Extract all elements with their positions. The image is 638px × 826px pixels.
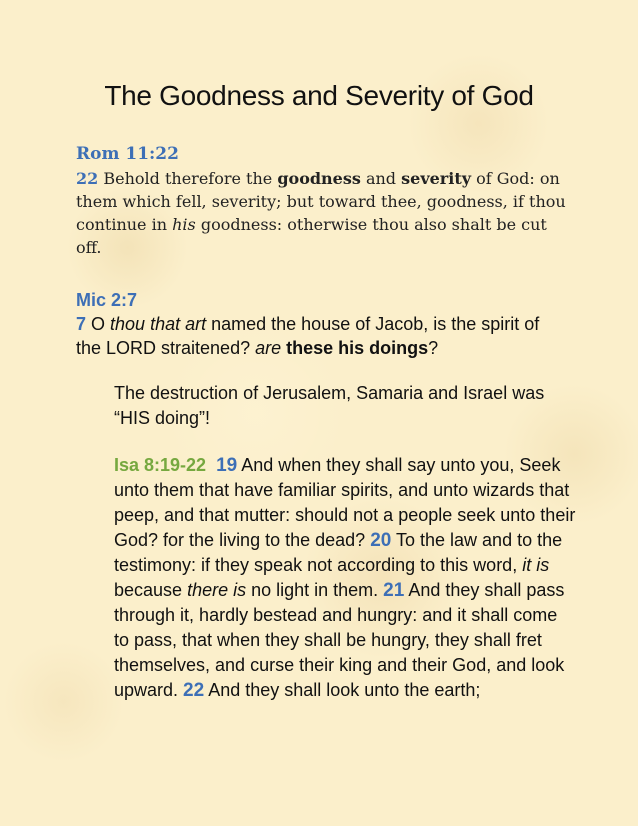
page-title: The Goodness and Severity of God — [104, 80, 534, 111]
isa-passage — [114, 453, 576, 703]
isa-italic-there-is: there is — [187, 580, 247, 600]
rom-verse-number: 22 — [76, 169, 99, 188]
mic-bold-doings: these his doings — [281, 338, 429, 358]
mic-reference: Mic 2:7 — [76, 290, 138, 310]
mic-italic-are: are — [255, 338, 282, 358]
rom-text-4: goodness: otherwise thou also shalt be cut off. — [76, 215, 547, 257]
mic-text-3: ? — [428, 338, 439, 358]
isa-verse-21: 21 — [383, 580, 405, 601]
mic-italic-1: thou that art — [110, 314, 207, 334]
isa-reference: Isa 8:19-22 — [114, 455, 207, 475]
mic-passage — [76, 288, 566, 360]
rom-verse-text — [76, 167, 566, 259]
mic-verse-text — [76, 312, 566, 360]
rom-goodness: goodness — [277, 169, 361, 188]
isa-text-2: To the law and to the testimony: if they speak not according to this word, — [114, 530, 563, 575]
isa-verse-20: 20 — [370, 530, 392, 551]
isa-text-6: And they shall look unto the earth; — [204, 680, 481, 700]
rom-text-1: Behold therefore the — [98, 169, 278, 188]
isa-italic-it-is: it is — [522, 555, 550, 575]
isa-verse-22: 22 — [183, 680, 205, 701]
rom-text-3: of God: on them which fell, severity; but toward thee, goodness, if thou continue in — [76, 169, 566, 234]
mic-text-1: O — [86, 314, 111, 334]
rom-text-2: and — [360, 169, 402, 188]
rom-italic-his: his — [172, 215, 196, 234]
rom-reference: Rom 11:22 — [76, 144, 179, 164]
isa-text-3: because — [114, 580, 188, 600]
isa-text-5: And they shall pass through it, hardly bestead and hungry: and it shall come to pass, that when they shall be hungry, they shall fret themselves, and curse their king and their God, and look upward. — [114, 580, 565, 700]
commentary-note: The destruction of Jerusalem, Samaria and Israel was “HIS doing”! — [114, 383, 545, 428]
isa-verse-19: 19 — [216, 455, 238, 476]
mic-verse-number: 7 — [76, 314, 87, 334]
isa-text-1: And when they shall say unto you, Seek unto them that have familiar spirits, and unto wizards that peep, and that mutter: should not a people seek unto their God? for the living to the dead? — [114, 455, 576, 550]
rom-severity: severity — [401, 169, 471, 188]
rom-passage — [76, 143, 566, 259]
isa-text-4: no light in them. — [246, 580, 384, 600]
mic-text-2: named the house of Jacob, is the spirit of the LORD straitened? — [76, 314, 540, 358]
